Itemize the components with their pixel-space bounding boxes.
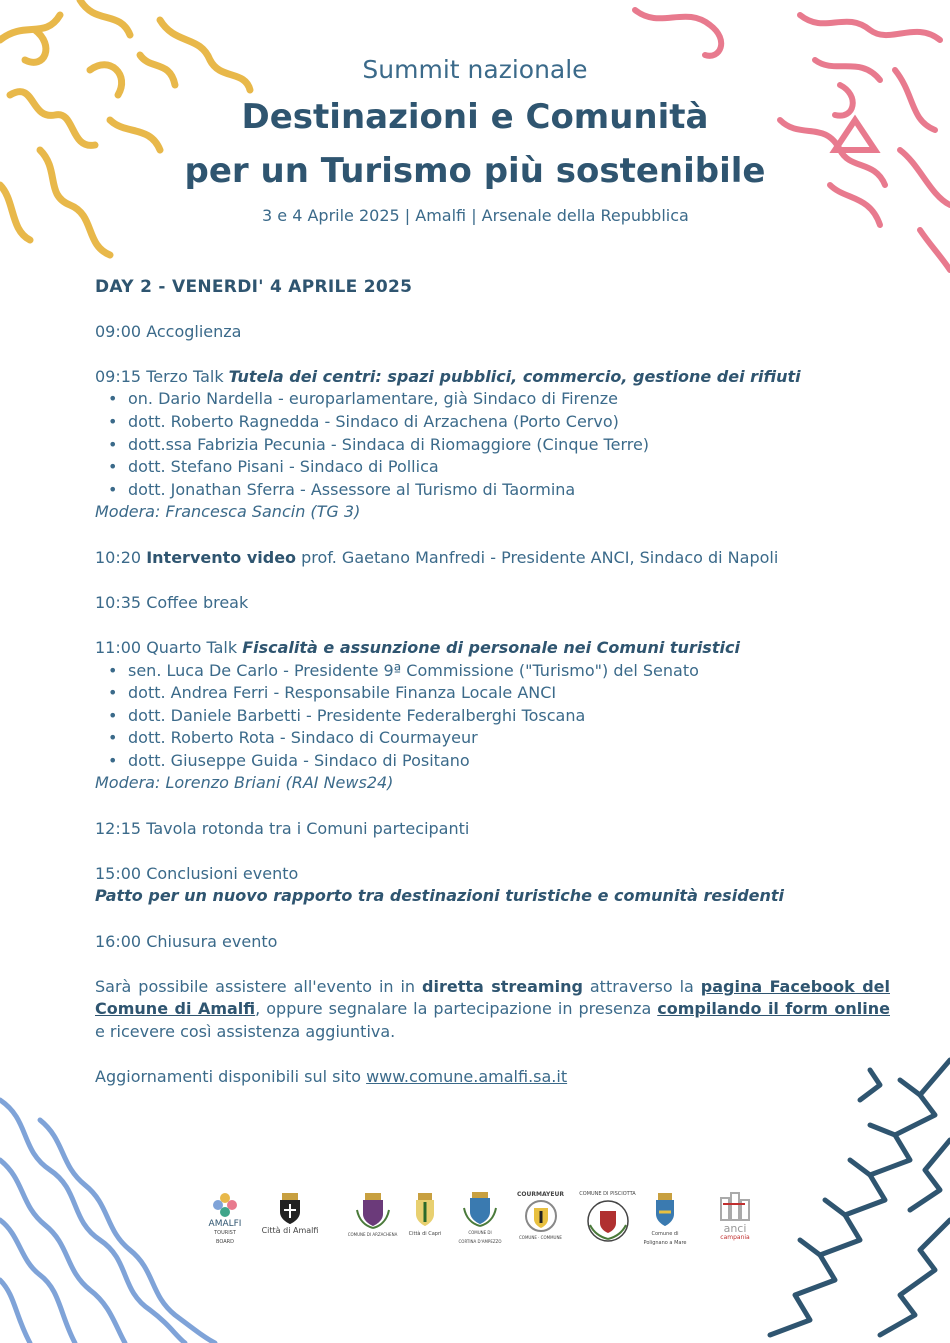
comune-di-pisciotta-logo: COMUNE DI PISCIOTTA — [575, 1190, 640, 1243]
list-item: • dott. Stefano Pisani - Sindaco di Pollica — [128, 456, 890, 479]
program-item-tavola: 12:15 Tavola rotonda tra i Comuni partecipanti — [95, 818, 470, 838]
streaming-info: Sarà possibile assistere all'evento in in diretta streaming attraverso la pagina Facebook del Comune di Amalfi, oppure segnalare la partecipazione in presenza compilando il form online e ricevere così assistenza aggiuntiva. — [95, 976, 890, 1041]
program-item-talk4 — [95, 637, 890, 795]
talk3-moderator: Modera: Francesca Sancin (TG 3) — [95, 502, 361, 522]
list-item: • on. Dario Nardella - europarlamentare, già Sindaco di Firenze — [128, 388, 890, 411]
list-item: • dott.ssa Fabrizia Pecunia - Sindaca di Riomaggiore (Cinque Terre) — [128, 434, 890, 457]
talk3-time: 09:15 Terzo Talk — [95, 366, 229, 386]
anci-campania-logo: anci campania — [710, 1190, 760, 1242]
online-form-link[interactable]: compilando il form online — [657, 999, 890, 1019]
talk4-speakers — [95, 660, 890, 773]
list-item: • dott. Roberto Rota - Sindaco di Courmayeur — [128, 727, 890, 750]
partner-logos — [205, 1190, 765, 1250]
comune-di-arzachena-logo: COMUNE DI ARZACHENA — [345, 1190, 400, 1239]
title-line-1: Destinazioni e Comunità — [241, 97, 709, 137]
courmayeur-logo: COURMAYEUR COMUNE · COMMUNE — [517, 1191, 564, 1240]
page-title — [0, 90, 950, 198]
day-heading: DAY 2 - VENERDI' 4 APRILE 2025 — [95, 277, 413, 297]
program-item-coffee: 10:35 Coffee break — [95, 592, 249, 612]
talk3-speakers — [95, 388, 890, 501]
list-item: • dott. Daniele Barbetti - Presidente Federalberghi Toscana — [128, 705, 890, 728]
list-item: • sen. Luca De Carlo - Presidente 9ª Commissione ("Turismo") del Senato — [128, 660, 890, 683]
program-item-video: 10:20 Intervento video prof. Gaetano Manfredi - Presidente ANCI, Sindaco di Napoli — [95, 547, 779, 567]
title-line-2: per un Turismo più sostenibile — [184, 151, 766, 191]
facebook-page-link[interactable]: pagina Facebook del Comune di Amalfi — [95, 976, 890, 1019]
list-item: • dott. Roberto Ragnedda - Sindaco di Arzachena (Porto Cervo) — [128, 411, 890, 434]
talk4-title: Fiscalità e assunzione di personale nei Comuni turistici — [242, 637, 740, 657]
program — [95, 276, 890, 1089]
comune-di-polignano-logo: Comune di Polignano a Mare — [640, 1190, 690, 1248]
list-item: • dott. Andrea Ferri - Responsabile Finanza Locale ANCI — [128, 682, 890, 705]
citta-di-amalfi-logo: Città di Amalfi — [260, 1190, 320, 1235]
talk4-moderator: Modera: Lorenzo Briani (RAI News24) — [95, 773, 394, 793]
program-item-conclusioni: 15:00 Conclusioni evento Patto per un nuovo rapporto tra destinazioni turistiche e comunità residenti — [95, 863, 890, 908]
talk4-time: 11:00 Quarto Talk — [95, 637, 243, 657]
program-item-chiusura: 16:00 Chiusura evento — [95, 931, 278, 951]
list-item: • dott. Giuseppe Guida - Sindaco di Positano — [128, 750, 890, 773]
pre-title: Summit nazionale — [362, 55, 588, 84]
patto-title: Patto per un nuovo rapporto tra destinazioni turistiche e comunità residenti — [95, 886, 785, 906]
amalfi-tourist-board-logo: AMALFI TOURIST BOARD — [205, 1190, 245, 1247]
program-item-accoglienza: 09:00 Accoglienza — [95, 321, 242, 341]
talk3-title: Tutela dei centri: spazi pubblici, commercio, gestione dei rifiuti — [228, 366, 801, 386]
comune-di-cortina-logo: COMUNE DI CORTINA D'AMPEZZO — [450, 1190, 510, 1246]
list-item: • dott. Jonathan Sferra - Assessore al Turismo di Taormina — [128, 479, 890, 502]
event-info: 3 e 4 Aprile 2025 | Amalfi | Arsenale della Repubblica — [262, 206, 689, 225]
website-link[interactable]: www.comune.amalfi.sa.it — [366, 1067, 568, 1087]
program-item-talk3 — [95, 366, 890, 524]
citta-di-capri-logo: Città di Capri — [405, 1190, 445, 1239]
updates-line: Aggiornamenti disponibili sul sito www.comune.amalfi.sa.it — [95, 1067, 568, 1087]
header — [0, 50, 950, 198]
